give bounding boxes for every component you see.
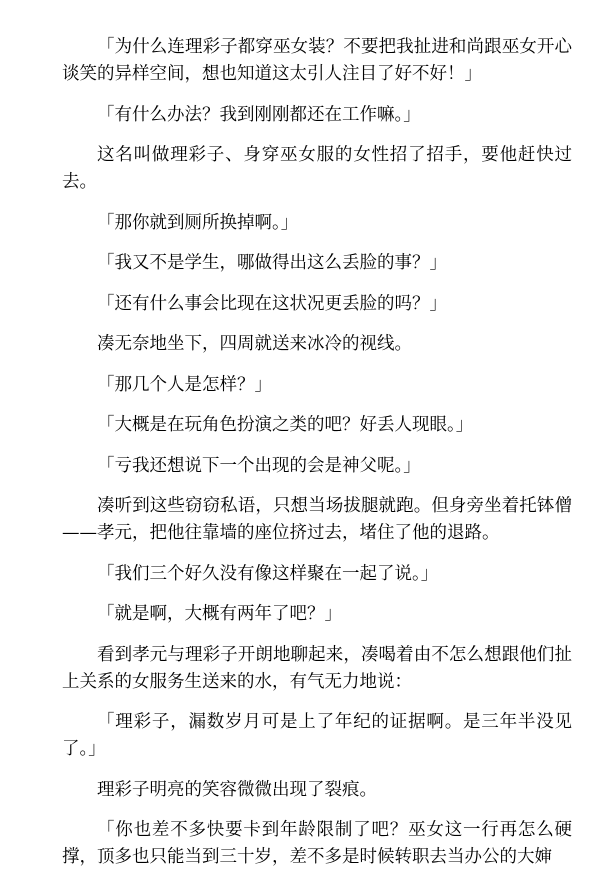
paragraph-3: 这名叫做理彩子、身穿巫女服的女性招了招手，要他赶快过去。 <box>62 145 572 192</box>
paragraph-14: 看到孝元与理彩子开朗地聊起来，凑喝着由不怎么想跟他们扯上关系的女服务生送来的水，有气无力地说： <box>62 644 572 692</box>
paragraph-16: 理彩子明亮的笑容微微出现了裂痕。 <box>97 779 377 800</box>
paragraph-1: 「为什么连理彩子都穿巫女装？不要把我扯进和尚跟巫女开心谈笑的异样空间，想也知道这太引人注目了好不好！」 <box>62 37 572 84</box>
paragraph-17: 「你也差不多快要卡到年龄限制了吧？巫女这一行再怎么硬撑，顶多也只能当到三十岁，差不多是时候转职去当办公的大婶 <box>62 820 572 867</box>
paragraph-8: 「那几个人是怎样？」 <box>97 374 272 395</box>
paragraph-2: 「有什么办法？我到刚刚都还在工作嘛。」 <box>97 104 421 125</box>
paragraph-6: 「还有什么事会比现在这状况更丢脸的吗？」 <box>97 293 447 314</box>
paragraph-4: 「那你就到厕所换掉啊。」 <box>97 212 299 233</box>
paragraph-12: 「我们三个好久没有像这样聚在一起了说。」 <box>97 563 439 584</box>
paragraph-15: 「理彩子，漏数岁月可是上了年纪的证据啊。是三年半没见了。」 <box>62 712 572 759</box>
paragraph-13: 「就是啊，大概有两年了吧？」 <box>97 604 342 624</box>
paragraph-9: 「大概是在玩角色扮演之类的吧？好丢人现眼。」 <box>97 415 474 435</box>
paragraph-11: 凑听到这些窃窃私语，只想当场拔腿就跑。但身旁坐着托钵僧——孝元，把他往靠墙的座位挤过去，堵住了他的退路。 <box>62 496 572 543</box>
paragraph-7: 凑无奈地坐下，四周就送来冰冷的视线。 <box>97 334 412 354</box>
document-page <box>62 34 572 885</box>
paragraph-5: 「我又不是学生，哪做得出这么丢脸的事？」 <box>97 253 447 273</box>
paragraph-10: 「亏我还想说下一个出现的会是神父呢。」 <box>97 455 421 476</box>
